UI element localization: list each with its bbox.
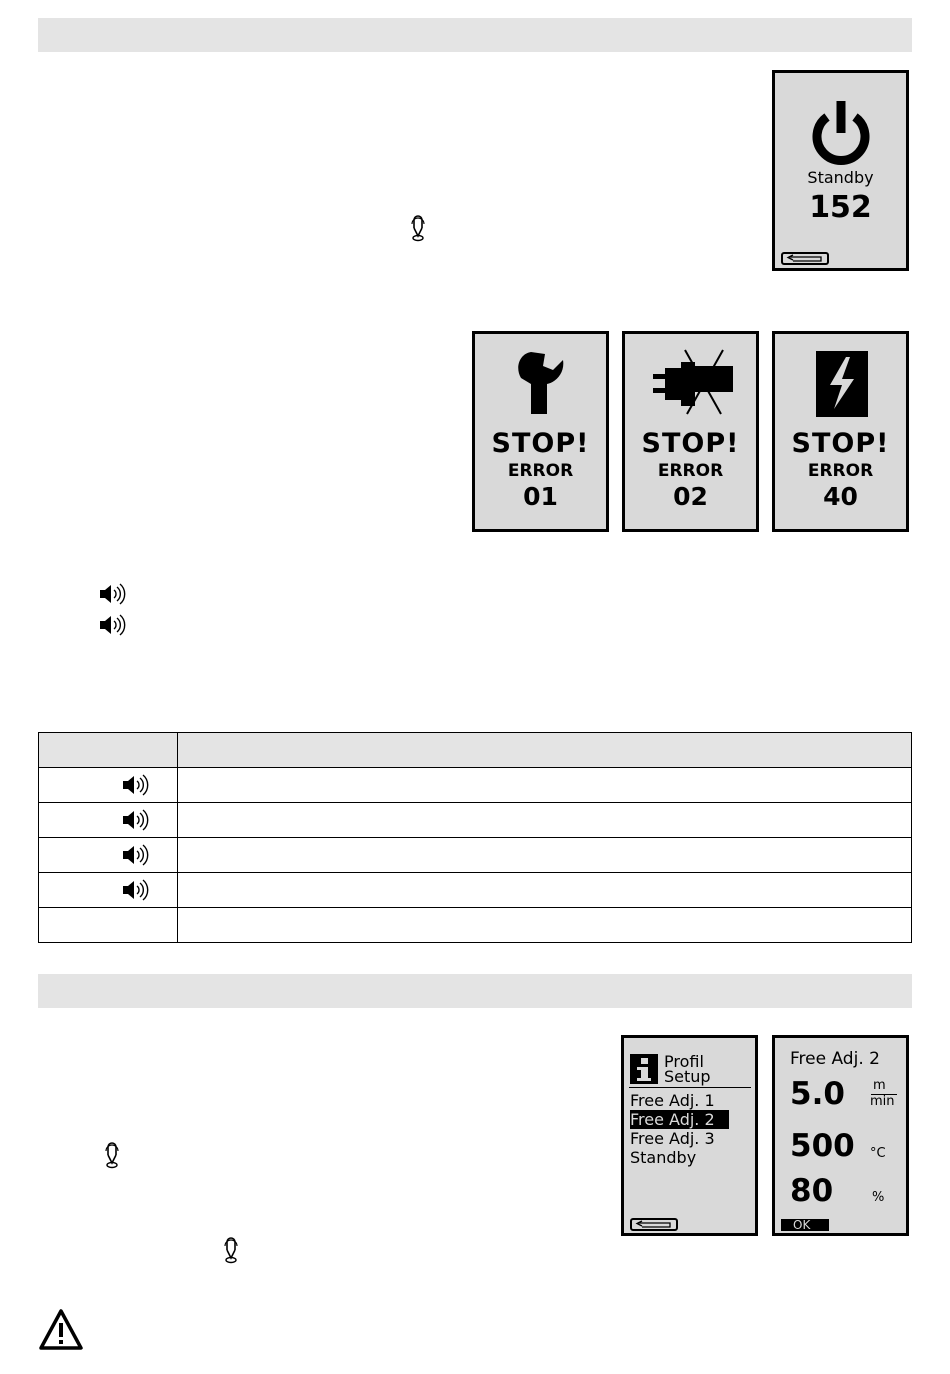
temperature-value: 500 (790, 1128, 855, 1164)
ok-button[interactable] (781, 1219, 829, 1231)
speaker-icon (121, 809, 149, 831)
standby-display (772, 70, 909, 271)
table-cell (39, 803, 178, 838)
stop-text: STOP! (791, 428, 890, 459)
table-header-cell (178, 733, 912, 768)
profile-setup-display (621, 1035, 758, 1236)
touch-finger-icon (102, 1141, 122, 1169)
warning-triangle-icon (38, 1308, 84, 1352)
table-cell (39, 873, 178, 908)
standby-label: Standby (807, 168, 874, 187)
error-display-02 (622, 331, 759, 532)
return-arrow-icon (632, 1220, 676, 1229)
error-label: ERROR (657, 461, 724, 481)
speed-unit-numerator: m (873, 1078, 886, 1093)
section-header-band (38, 18, 912, 52)
standby-value: 152 (809, 190, 872, 225)
speaker-icon (121, 774, 149, 796)
profile-values-display (772, 1035, 909, 1236)
menu-item[interactable]: Free Adj. 3 (630, 1129, 715, 1148)
air-unit: % (872, 1190, 885, 1205)
table-cell (178, 873, 912, 908)
back-button[interactable] (630, 1218, 678, 1231)
plug-crossed-icon (647, 348, 741, 418)
error-label: ERROR (507, 461, 574, 481)
speaker-icon (121, 844, 149, 866)
error-label: ERROR (807, 461, 874, 481)
wrench-icon (513, 348, 569, 416)
table-cell (178, 838, 912, 873)
menu-item[interactable]: Free Adj. 1 (630, 1091, 715, 1110)
touch-finger-icon (408, 214, 428, 242)
speed-value: 5.0 (790, 1076, 845, 1112)
stop-text: STOP! (641, 428, 740, 459)
stop-text: STOP! (491, 428, 590, 459)
table-row (39, 838, 912, 873)
error-display-01 (472, 331, 609, 532)
error-code: 02 (673, 482, 708, 511)
section-header-band (38, 974, 912, 1008)
error-code: 40 (823, 482, 858, 511)
speaker-icon (121, 879, 149, 901)
temperature-unit: °C (870, 1146, 886, 1161)
table-row (39, 873, 912, 908)
table-cell (178, 908, 912, 943)
table-cell (39, 768, 178, 803)
menu-item[interactable]: Standby (630, 1148, 697, 1167)
air-value: 80 (790, 1173, 834, 1209)
ok-label: OK (793, 1218, 811, 1232)
touch-finger-icon (221, 1236, 241, 1264)
power-icon (810, 99, 872, 167)
table-row (39, 908, 912, 943)
menu-title: Setup (664, 1067, 711, 1086)
info-icon (630, 1054, 658, 1084)
profile-title: Free Adj. 2 (790, 1049, 880, 1069)
signal-table (38, 732, 912, 943)
back-button[interactable] (781, 252, 829, 265)
table-cell (178, 803, 912, 838)
table-cell (178, 768, 912, 803)
speaker-icon (98, 614, 126, 636)
error-code: 01 (523, 482, 558, 511)
menu-item-selected[interactable]: Free Adj. 2 (630, 1110, 729, 1129)
table-row (39, 768, 912, 803)
speaker-icon (98, 583, 126, 605)
speed-unit-denominator: min (870, 1094, 895, 1109)
divider (629, 1087, 751, 1088)
table-cell (39, 838, 178, 873)
table-row (39, 803, 912, 838)
error-display-40 (772, 331, 909, 532)
return-arrow-icon (783, 254, 827, 263)
table-header-row (39, 733, 912, 768)
lightning-icon (816, 351, 868, 417)
table-header-cell (39, 733, 178, 768)
menu-title: Profil (664, 1052, 704, 1071)
table-cell (39, 908, 178, 943)
